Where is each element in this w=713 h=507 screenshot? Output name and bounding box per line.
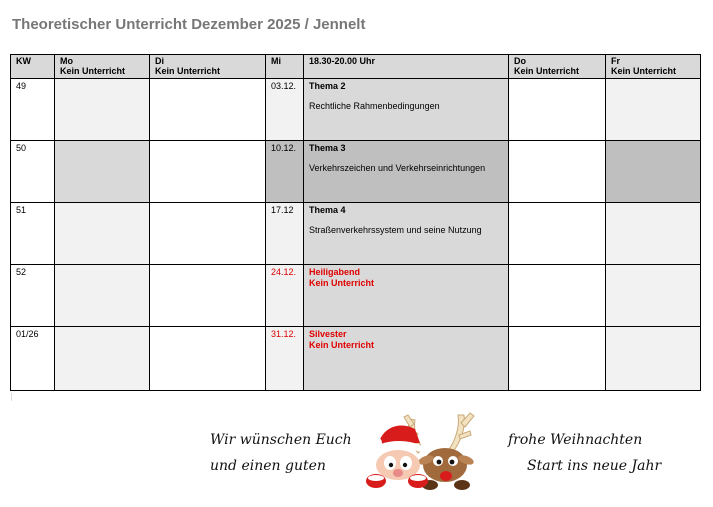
holiday-note: Kein Unterricht [309, 278, 375, 288]
kw-cell: 49 [11, 79, 55, 141]
kw-cell: 01/26 [11, 327, 55, 391]
do-cell [509, 265, 606, 327]
mo-cell [55, 79, 150, 141]
lesson-cell [304, 327, 509, 391]
header-mi: Mi [266, 55, 304, 79]
fr-cell [606, 265, 701, 327]
date-cell: 24.12. [266, 265, 304, 327]
header-di: Di Kein Unterricht [150, 55, 266, 79]
lesson-cell [304, 141, 509, 203]
holiday-name: Heiligabend [309, 267, 361, 277]
fr-cell [606, 141, 701, 203]
header-time: 18.30-20.00 Uhr [304, 55, 509, 79]
table-row [11, 79, 701, 141]
header-row [11, 55, 701, 79]
do-cell [509, 203, 606, 265]
mo-cell [55, 265, 150, 327]
fr-cell [606, 203, 701, 265]
table-row [11, 327, 701, 391]
fr-cell [606, 79, 701, 141]
date-cell: 03.12. [266, 79, 304, 141]
mo-cell [55, 327, 150, 391]
kw-cell: 50 [11, 141, 55, 203]
page-title: Theoretischer Unterricht Dezember 2025 / Jennelt [12, 16, 366, 33]
lesson-desc: Rechtliche Rahmenbedingungen [309, 101, 440, 111]
header-do: Do Kein Unterricht [509, 55, 606, 79]
do-cell [509, 141, 606, 203]
greeting-line1-right: frohe Weihnachten [508, 432, 643, 448]
greeting-line1-left: Wir wünschen Euch [210, 432, 352, 448]
page-mark [11, 393, 12, 401]
mo-cell [55, 203, 150, 265]
lesson-desc: Verkehrszeichen und Verkehrseinrichtungen [309, 163, 486, 173]
date-cell: 17.12 [266, 203, 304, 265]
di-cell [150, 79, 266, 141]
greeting-line2-right: Start ins neue Jahr [527, 458, 662, 474]
holiday-note: Kein Unterricht [309, 340, 375, 350]
do-cell [509, 79, 606, 141]
holiday-name: Silvester [309, 329, 347, 339]
santa-and-reindeer-icon [360, 405, 495, 495]
di-cell [150, 203, 266, 265]
lesson-topic: Thema 2 [309, 81, 346, 91]
lesson-cell [304, 79, 509, 141]
date-cell: 10.12. [266, 141, 304, 203]
do-cell [509, 327, 606, 391]
lesson-cell [304, 203, 509, 265]
lesson-topic: Thema 4 [309, 205, 346, 215]
di-cell [150, 265, 266, 327]
header-mo: Mo Kein Unterricht [55, 55, 150, 79]
lesson-topic: Thema 3 [309, 143, 346, 153]
schedule-table [10, 54, 701, 391]
mo-cell [55, 141, 150, 203]
kw-cell: 52 [11, 265, 55, 327]
lesson-desc: Straßenverkehrssystem und seine Nutzung [309, 225, 482, 235]
di-cell [150, 141, 266, 203]
header-kw: KW [11, 55, 55, 79]
greeting-line2-left: und einen guten [210, 458, 326, 474]
date-cell: 31.12. [266, 327, 304, 391]
kw-cell: 51 [11, 203, 55, 265]
fr-cell [606, 327, 701, 391]
table-row [11, 265, 701, 327]
header-fr: Fr Kein Unterricht [606, 55, 701, 79]
table-row [11, 203, 701, 265]
lesson-cell [304, 265, 509, 327]
table-row [11, 141, 701, 203]
di-cell [150, 327, 266, 391]
